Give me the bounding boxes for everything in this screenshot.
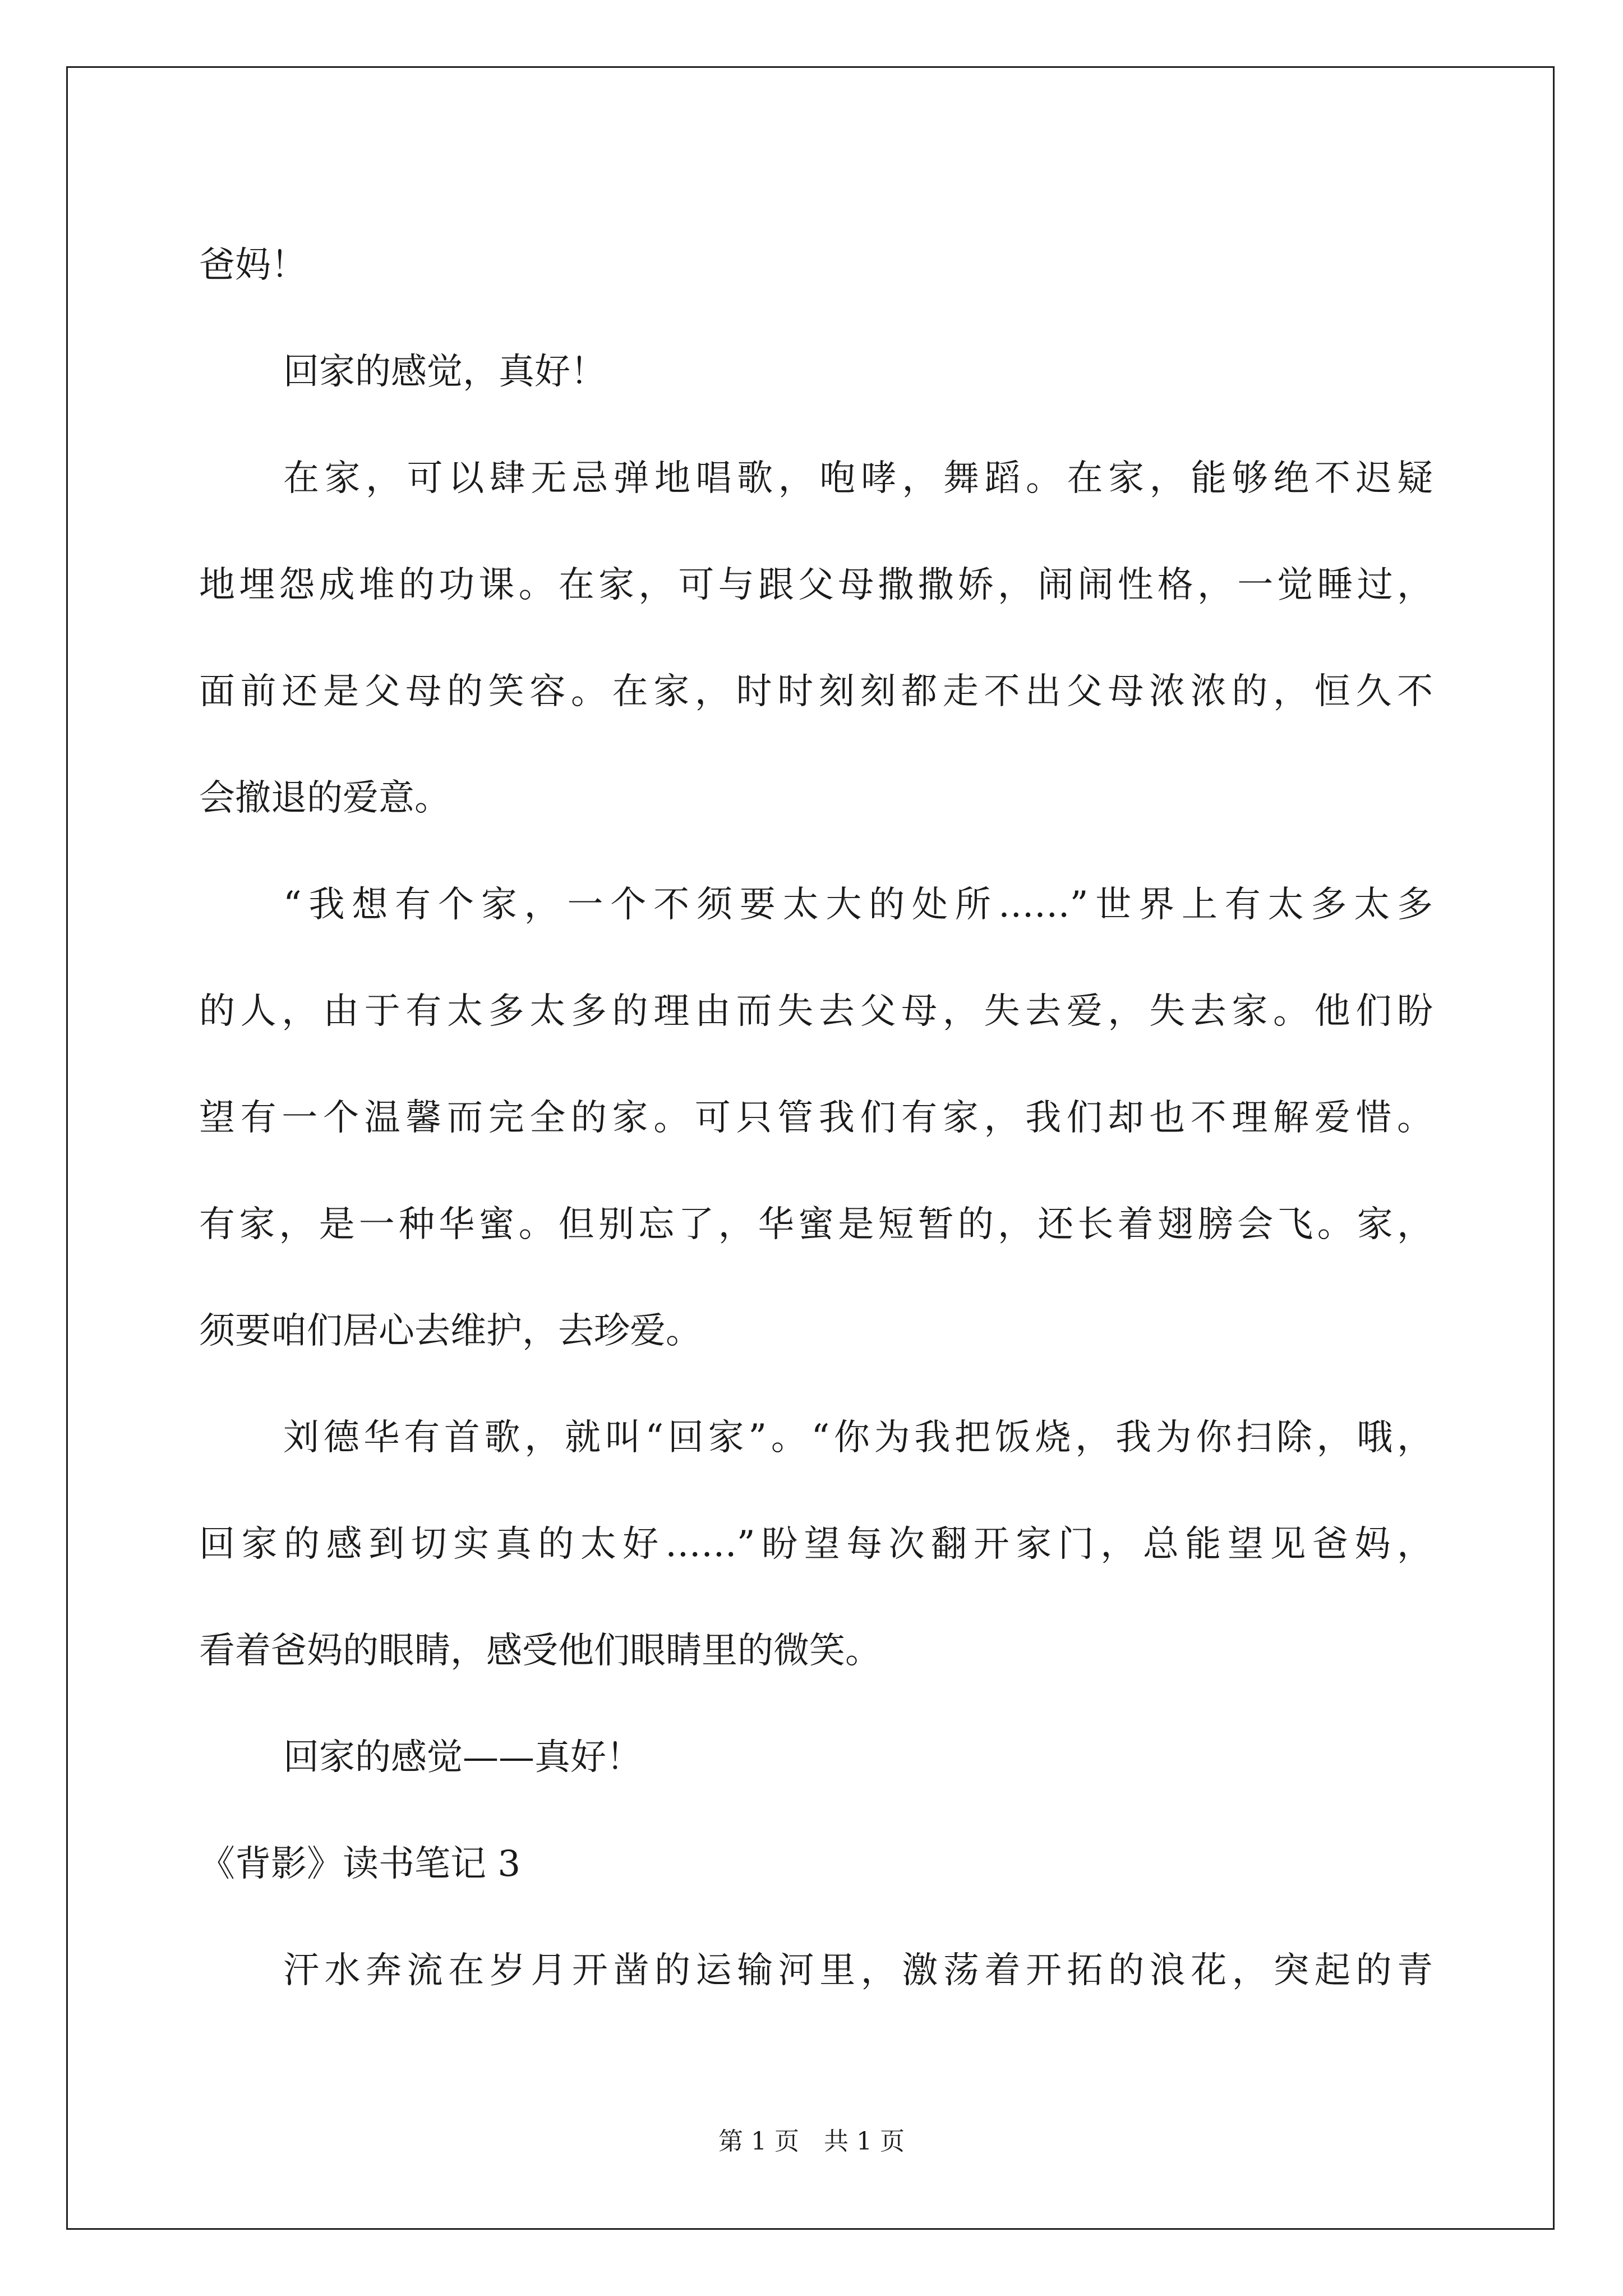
paragraph-line: 须要咱们居心去维护，去珍爱。 [199,1310,702,1352]
page-footer: 第 1 页 共 1 页 [718,2127,905,2156]
section-heading: 《背影》读书笔记 3 [199,1843,521,1885]
paragraph-line: 的人，由于有太多太多的理由而失去父母，失去爱，失去家。他们盼 [199,991,1433,1032]
paragraph-line: 回家的感觉，真好！ [283,351,606,393]
paragraph-line: 看着爸妈的眼睛，感受他们眼睛里的微笑。 [199,1630,881,1672]
paragraph-line: “我想有个家，一个不须要太大的处所……”世界上有太多太多 [283,884,1433,926]
paragraph-line: 回家的感觉——真好！ [283,1737,642,1778]
paragraph-line: 有家，是一种华蜜。但别忘了，华蜜是短暂的，还长着翅膀会飞。家， [199,1204,1433,1245]
paragraph-line: 爸妈！ [199,245,307,286]
paragraph-line: 回家的感到切实真的太好……”盼望每次翻开家门，总能望见爸妈， [199,1524,1433,1565]
paragraph-line: 刘德华有首歌，就叫“回家”。“你为我把饭烧，我为你扫除，哦， [283,1417,1433,1458]
paragraph-line: 面前还是父母的笑容。在家，时时刻刻都走不出父母浓浓的，恒久不 [199,671,1433,712]
paragraph-line: 在家，可以肆无忌弹地唱歌，咆哮，舞蹈。在家，能够绝不迟疑 [283,458,1433,499]
paragraph-line: 会撤退的爱意。 [199,777,450,819]
paragraph-line: 望有一个温馨而完全的家。可只管我们有家，我们却也不理解爱惜。 [199,1097,1433,1139]
paragraph-line: 地埋怨成堆的功课。在家，可与跟父母撒撒娇，闹闹性格，一觉睡过， [199,564,1433,606]
document-body [199,212,1433,2024]
paragraph-line: 汗水奔流在岁月开凿的运输河里，激荡着开拓的浪花，突起的青 [283,1950,1433,1991]
